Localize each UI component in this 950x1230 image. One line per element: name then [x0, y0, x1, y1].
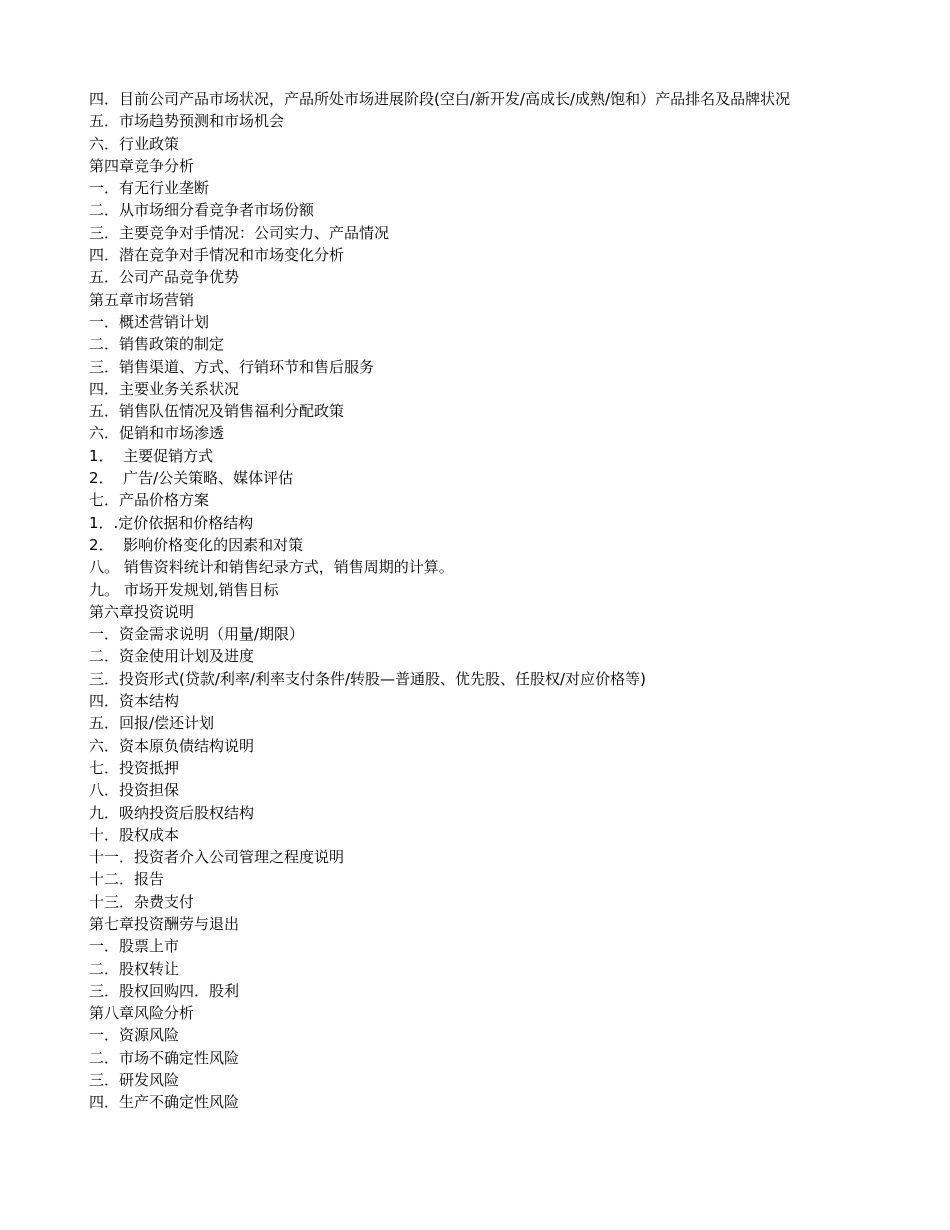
text-line: 二．资金使用计划及进度: [89, 647, 255, 666]
text-line: 三．销售渠道、方式、行销环节和售后服务: [89, 357, 375, 376]
text-line: 二．股权转让: [89, 959, 180, 978]
text-line: 五．销售队伍情况及销售福利分配政策: [89, 402, 345, 421]
text-line: 2． 广告/公关策略、媒体评估: [89, 469, 294, 488]
text-line: 六．行业政策: [89, 134, 180, 153]
text-line: 六．资本原负债结构说明: [89, 736, 255, 755]
text-line: 一．股票上市: [89, 937, 180, 956]
text-line: 二．销售政策的制定: [89, 335, 225, 354]
text-line: 四．资本结构: [89, 692, 180, 711]
text-line: 2． 影响价格变化的因素和对策: [89, 535, 304, 554]
text-line: 1． 主要促销方式: [89, 446, 214, 465]
text-line: 1．.定价依据和价格结构: [89, 513, 254, 532]
text-line: 五．市场趋势预测和市场机会: [89, 112, 285, 131]
chapter-heading: 第四章竞争分析: [89, 156, 195, 175]
text-line: 三．主要竞争对手情况：公司实力、产品情况: [89, 223, 390, 242]
text-line: 九．吸纳投资后股权结构: [89, 803, 255, 822]
document-body: [89, 88, 864, 1114]
text-line: 十．股权成本: [89, 825, 180, 844]
text-line: 四．潜在竞争对手情况和市场变化分析: [89, 246, 345, 265]
text-line: 十二．报告: [89, 870, 165, 889]
text-line: 五．公司产品竞争优势: [89, 268, 240, 287]
text-line: 八。 销售资料统计和销售纪录方式，销售周期的计算。: [89, 558, 454, 577]
text-line: 一．资金需求说明（用量/期限）: [89, 625, 305, 644]
text-line: 十三．杂费支付: [89, 892, 195, 911]
text-line: 三．投资形式(贷款/利率/利率支付条件/转股—普通股、优先股、任股权/对应价格等): [89, 669, 646, 688]
chapter-heading: 第六章投资说明: [89, 602, 195, 621]
text-line: 九。 市场开发规划,销售目标: [89, 580, 279, 599]
text-line: 六．促销和市场渗透: [89, 424, 225, 443]
text-line: 二．从市场细分看竞争者市场份额: [89, 201, 315, 220]
text-line: 三．股权回购四．股利: [89, 981, 240, 1000]
text-line: 八．投资担保: [89, 781, 180, 800]
text-line: 四．目前公司产品市场状况，产品所处市场进展阶段(空白/新开发/高成长/成熟/饱和）产品排名及品牌状况: [89, 90, 791, 108]
text-line: 一．概述营销计划: [89, 312, 210, 331]
text-line: 二．市场不确定性风险: [89, 1048, 240, 1067]
text-line: 七．产品价格方案: [89, 491, 210, 510]
text-line: 一．资源风险: [89, 1026, 180, 1045]
text-line: 十一．投资者介入公司管理之程度说明: [89, 848, 345, 867]
chapter-heading: 第五章市场营销: [89, 290, 195, 309]
text-line: 一．有无行业垄断: [89, 179, 210, 198]
text-line: 五．回报/偿还计划: [89, 714, 215, 733]
text-line: 三．研发风险: [89, 1071, 180, 1090]
text-line: 四．主要业务关系状况: [89, 379, 240, 398]
chapter-heading: 第七章投资酬劳与退出: [89, 914, 240, 933]
chapter-heading: 第八章风险分析: [89, 1004, 195, 1023]
text-line: 七．投资抵押: [89, 758, 180, 777]
text-line: 四．生产不确定性风险: [89, 1093, 240, 1112]
